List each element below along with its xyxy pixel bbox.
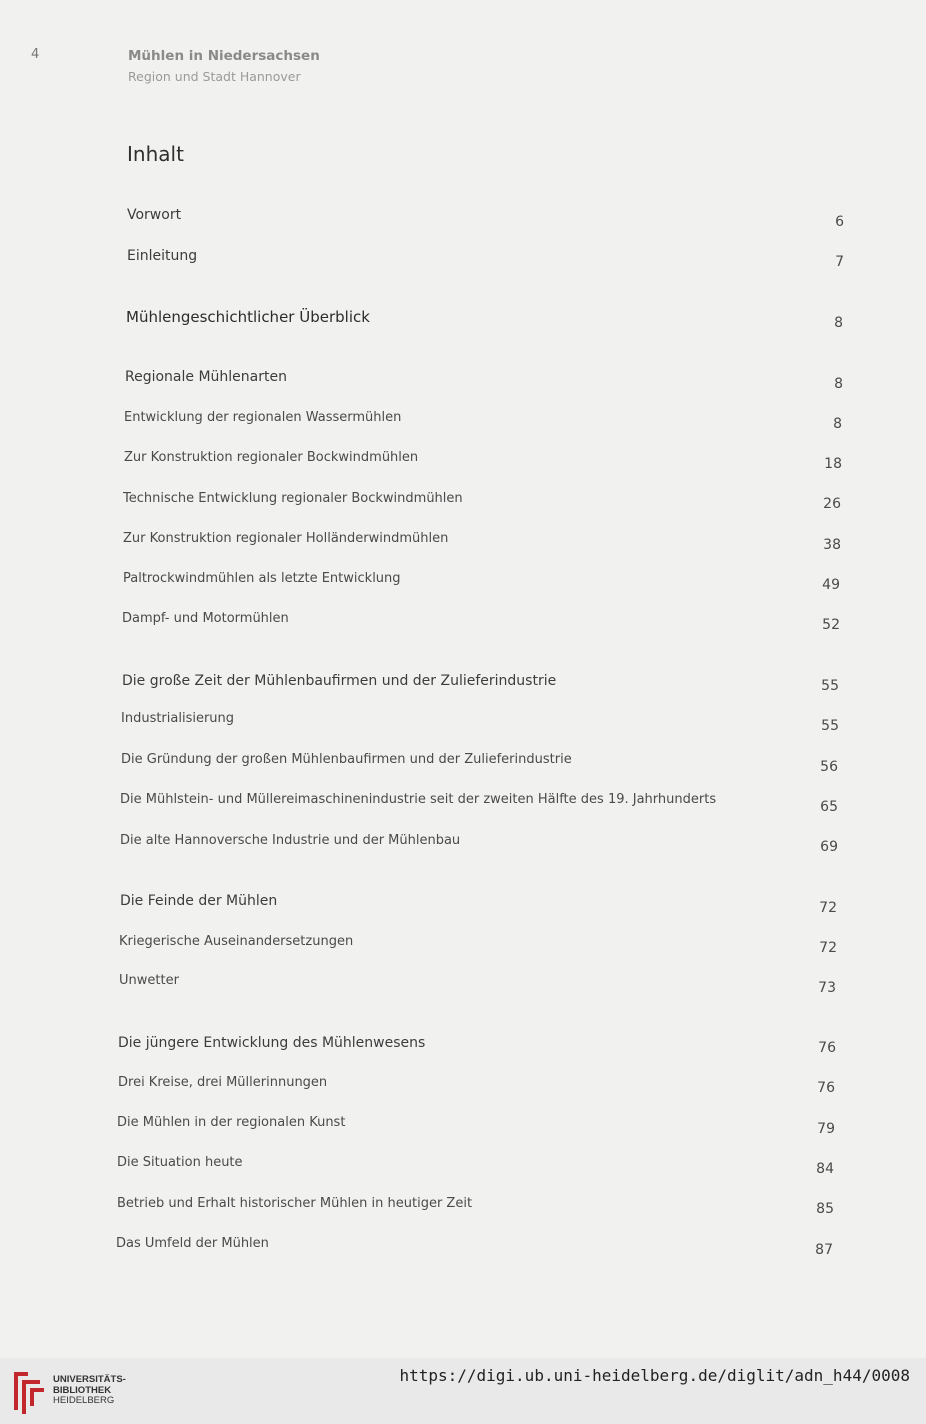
toc-section-title[interactable]: Die große Zeit der Mühlenbaufirmen und der Zulieferindustrie — [122, 673, 557, 689]
toc-entry-page[interactable]: 79 — [817, 1121, 835, 1137]
toc-entry-page[interactable]: 76 — [817, 1080, 835, 1096]
toc-entry-page[interactable]: 69 — [820, 839, 838, 855]
toc-entry-title[interactable]: Zur Konstruktion regionaler Bockwindmühlen — [124, 450, 419, 465]
toc-section-title[interactable]: Mühlengeschichtlicher Überblick — [126, 308, 370, 326]
library-name-line: BIBLIOTHEK — [53, 1384, 112, 1396]
toc-entry-page[interactable]: 72 — [819, 940, 837, 956]
toc-entry-title[interactable]: Paltrockwindmühlen als letzte Entwicklung — [123, 571, 401, 586]
toc-entry-page[interactable]: 6 — [835, 214, 844, 230]
toc-entry-title[interactable]: Betrieb und Erhalt historischer Mühlen in heutiger Zeit — [117, 1196, 473, 1211]
toc-entry-title[interactable]: Vorwort — [127, 207, 182, 223]
toc-entry-title[interactable]: Dampf- und Motormühlen — [122, 611, 289, 626]
toc-entry-page[interactable]: 65 — [820, 799, 838, 815]
toc-entry-page[interactable]: 55 — [821, 678, 839, 694]
toc-entry-page[interactable]: 73 — [818, 980, 836, 996]
toc-entry-title[interactable]: Die Mühlen in der regionalen Kunst — [117, 1115, 346, 1130]
toc-entry-page[interactable]: 72 — [819, 900, 837, 916]
toc-entry-title[interactable]: Entwicklung der regionalen Wassermühlen — [124, 410, 402, 425]
toc-entry-title[interactable]: Unwetter — [119, 973, 179, 988]
toc-entry-page[interactable]: 8 — [834, 315, 843, 331]
toc-entry-title[interactable]: Die Gründung der großen Mühlenbaufirmen und der Zulieferindustrie — [121, 752, 572, 767]
toc-entry-page[interactable]: 8 — [834, 376, 843, 392]
toc-entry-title[interactable]: Drei Kreise, drei Müllerinnungen — [118, 1075, 328, 1090]
toc-entry-page[interactable]: 85 — [816, 1201, 834, 1217]
toc-heading: Inhalt — [127, 142, 184, 166]
library-logo-icon — [10, 1366, 46, 1416]
toc-entry-page[interactable]: 49 — [822, 577, 840, 593]
toc-entry-page[interactable]: 26 — [823, 496, 841, 512]
toc-entry-page[interactable]: 76 — [818, 1040, 836, 1056]
book-subtitle: Region und Stadt Hannover — [128, 69, 301, 84]
toc-section-title[interactable]: Regionale Mühlenarten — [125, 369, 287, 385]
toc-entry-title[interactable]: Das Umfeld der Mühlen — [116, 1236, 269, 1251]
page-number: 4 — [31, 47, 40, 62]
toc-entry-page[interactable]: 38 — [823, 537, 841, 553]
toc-entry-title[interactable]: Technische Entwicklung regionaler Bockwindmühlen — [123, 491, 463, 506]
library-name-line: HEIDELBERG — [53, 1395, 115, 1406]
toc-entry-page[interactable]: 84 — [816, 1161, 834, 1177]
toc-entry-title[interactable]: Die alte Hannoversche Industrie und der Mühlenbau — [120, 833, 461, 848]
toc-entry-title[interactable]: Industrialisierung — [121, 711, 235, 726]
toc-section-title[interactable]: Die jüngere Entwicklung des Mühlenwesens — [118, 1035, 426, 1051]
book-title: Mühlen in Niedersachsen — [128, 48, 320, 64]
permalink-url[interactable]: https://digi.ub.uni-heidelberg.de/diglit/adn_h44/0008 — [399, 1366, 910, 1385]
toc-entry-title[interactable]: Die Situation heute — [117, 1155, 243, 1170]
toc-entry-page[interactable]: 87 — [815, 1242, 833, 1258]
toc-entry-page[interactable]: 18 — [824, 456, 842, 472]
library-name-line: UNIVERSITÄTS- — [53, 1374, 126, 1385]
toc-section-title[interactable]: Die Feinde der Mühlen — [120, 893, 278, 909]
toc-entry-page[interactable]: 8 — [833, 416, 842, 432]
toc-entry-title[interactable]: Kriegerische Auseinandersetzungen — [119, 934, 354, 949]
toc-entry-page[interactable]: 7 — [835, 254, 844, 270]
library-name — [53, 1375, 126, 1407]
toc-entry-title[interactable]: Zur Konstruktion regionaler Holländerwindmühlen — [123, 531, 449, 546]
toc-entry-title[interactable]: Einleitung — [127, 248, 198, 264]
toc-entry-title[interactable]: Die Mühlstein- und Müllereimaschinenindustrie seit der zweiten Hälfte des 19. Jahrhunderts — [120, 792, 717, 807]
toc-entry-page[interactable]: 55 — [821, 718, 839, 734]
toc-entry-page[interactable]: 52 — [822, 617, 840, 633]
toc-entry-page[interactable]: 56 — [820, 759, 838, 775]
